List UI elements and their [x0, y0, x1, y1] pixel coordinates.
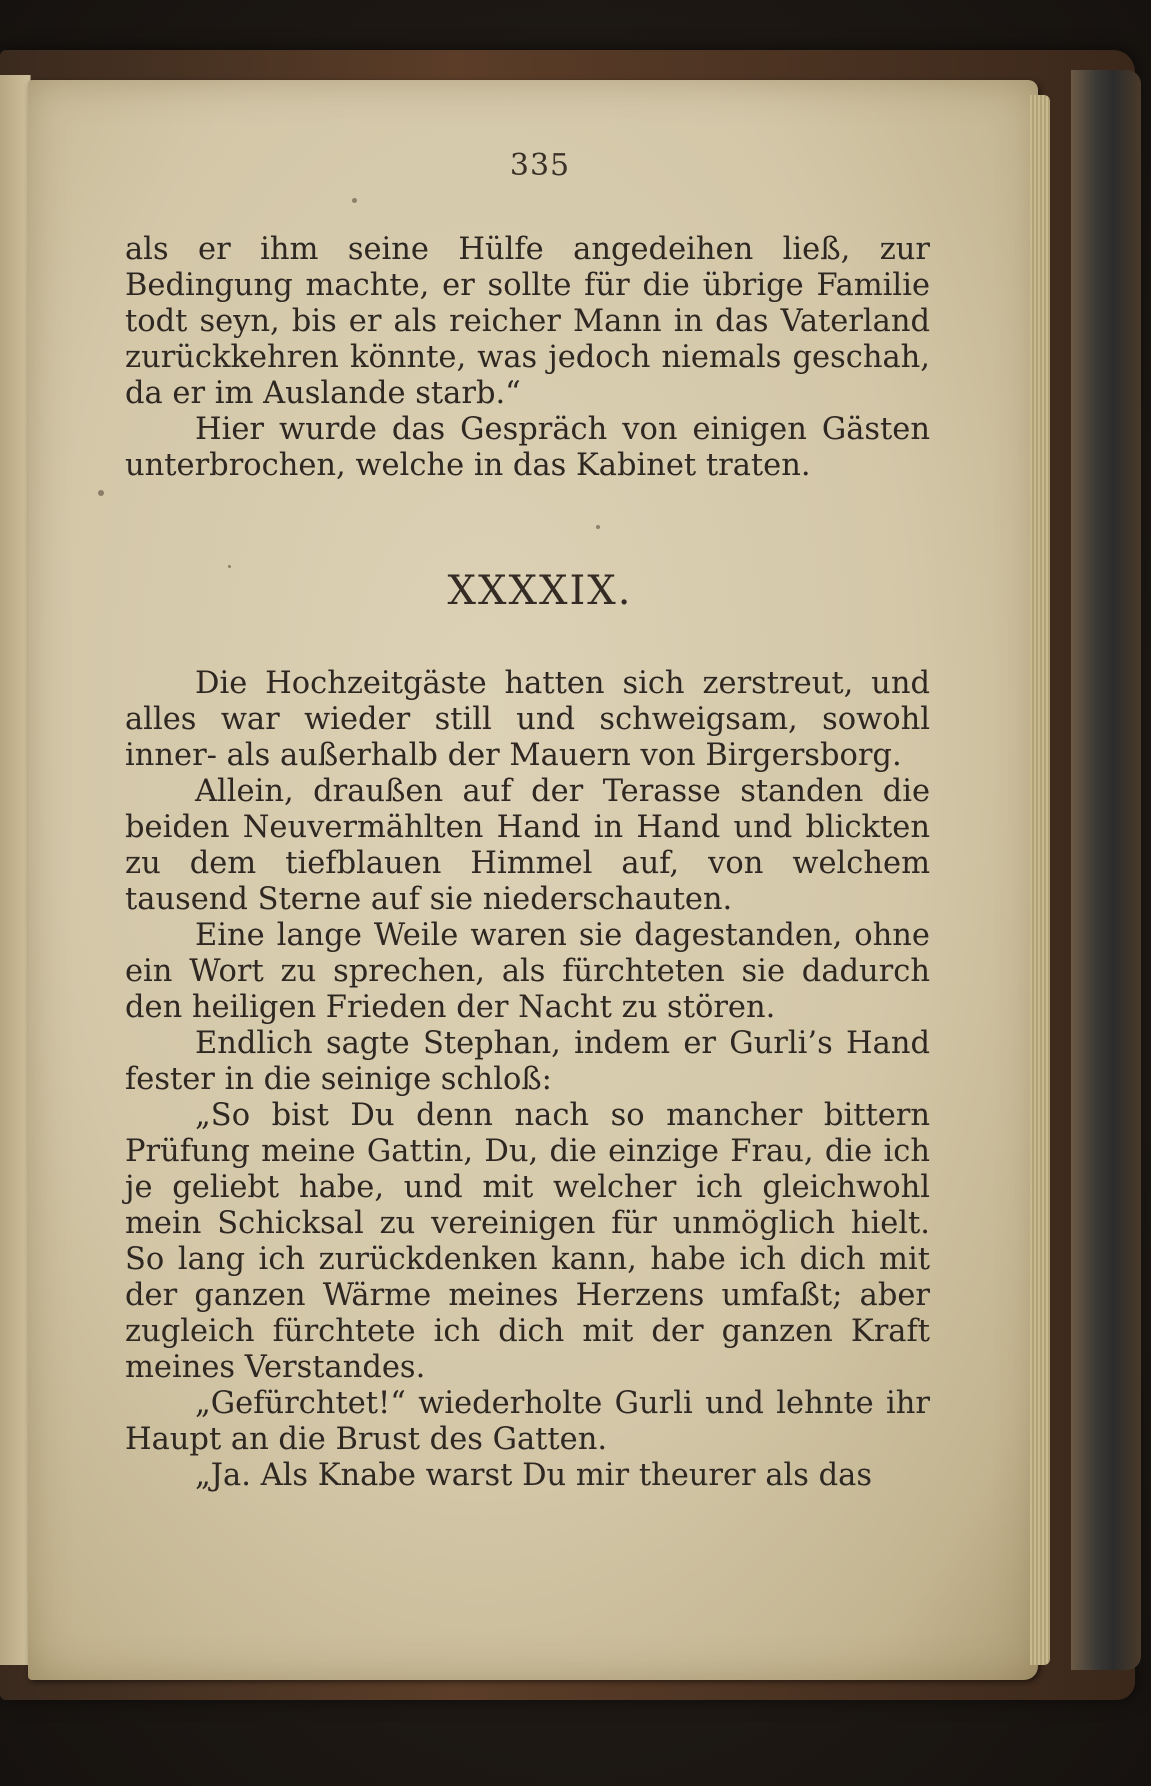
paragraph: „Gefürchtet!“ wiederholte Gurli und lehnte ihr Haupt an die Brust des Gatten.	[125, 1386, 930, 1457]
paper-speck	[596, 525, 600, 529]
chapter-heading: XXXXIX.	[447, 568, 633, 614]
paragraph: Endlich sagte Stephan, indem er Gurli’s Hand fester in die seinige schloß:	[125, 1026, 930, 1097]
paragraph: „Ja. Als Knabe warst Du mir theurer als das	[195, 1458, 872, 1493]
previous-page-edge	[0, 75, 31, 1665]
paragraph: Eine lange Weile waren sie dagestanden, ohne ein Wort zu sprechen, als fürchteten sie dadurch den heiligen Frieden der Nacht zu stören.	[125, 918, 930, 1025]
opening-text	[125, 232, 930, 484]
paragraph: „So bist Du denn nach so mancher bittern Prüfung meine Gattin, Du, die einzige Frau, die ich je geliebt habe, und mit welcher ich gleichwohl mein Schicksal zu vereinigen für unmöglich hielt. So lang ich zurückdenken kann, habe ich dich mit der ganzen Wärme meines Herzens umfaßt; aber zugleich fürchtete ich dich mit der ganzen Kraft meines Verstandes.	[125, 1098, 930, 1385]
book-spine-edge	[1071, 70, 1141, 1670]
paragraph: Hier wurde das Gespräch von einigen Gästen unterbrochen, welche in das Kabinet traten.	[125, 412, 930, 483]
paper-speck	[352, 198, 357, 203]
page-number: 335	[509, 148, 571, 183]
paragraph: Allein, draußen auf der Terasse standen die beiden Neuvermählten Hand in Hand und blickten zu dem tiefblauen Himmel auf, von welchem tausend Sterne auf sie niederschauten.	[125, 774, 930, 917]
page-stack-edge	[1030, 95, 1050, 1665]
paragraph: als er ihm seine Hülfe angedeihen ließ, zur Bedingung machte, er sollte für die übrige Familie todt seyn, bis er als reicher Mann in das Vaterland zurückkehren könnte, was jedoch niemals geschah, da er im Auslande starb.“	[125, 232, 930, 411]
chapter-text	[125, 666, 930, 1494]
paragraph: Die Hochzeitgäste hatten sich zerstreut, und alles war wieder still und schweigsam, sowohl inner- als außerhalb der Mauern von Birgersborg.	[125, 666, 930, 773]
paper-speck	[98, 490, 104, 496]
